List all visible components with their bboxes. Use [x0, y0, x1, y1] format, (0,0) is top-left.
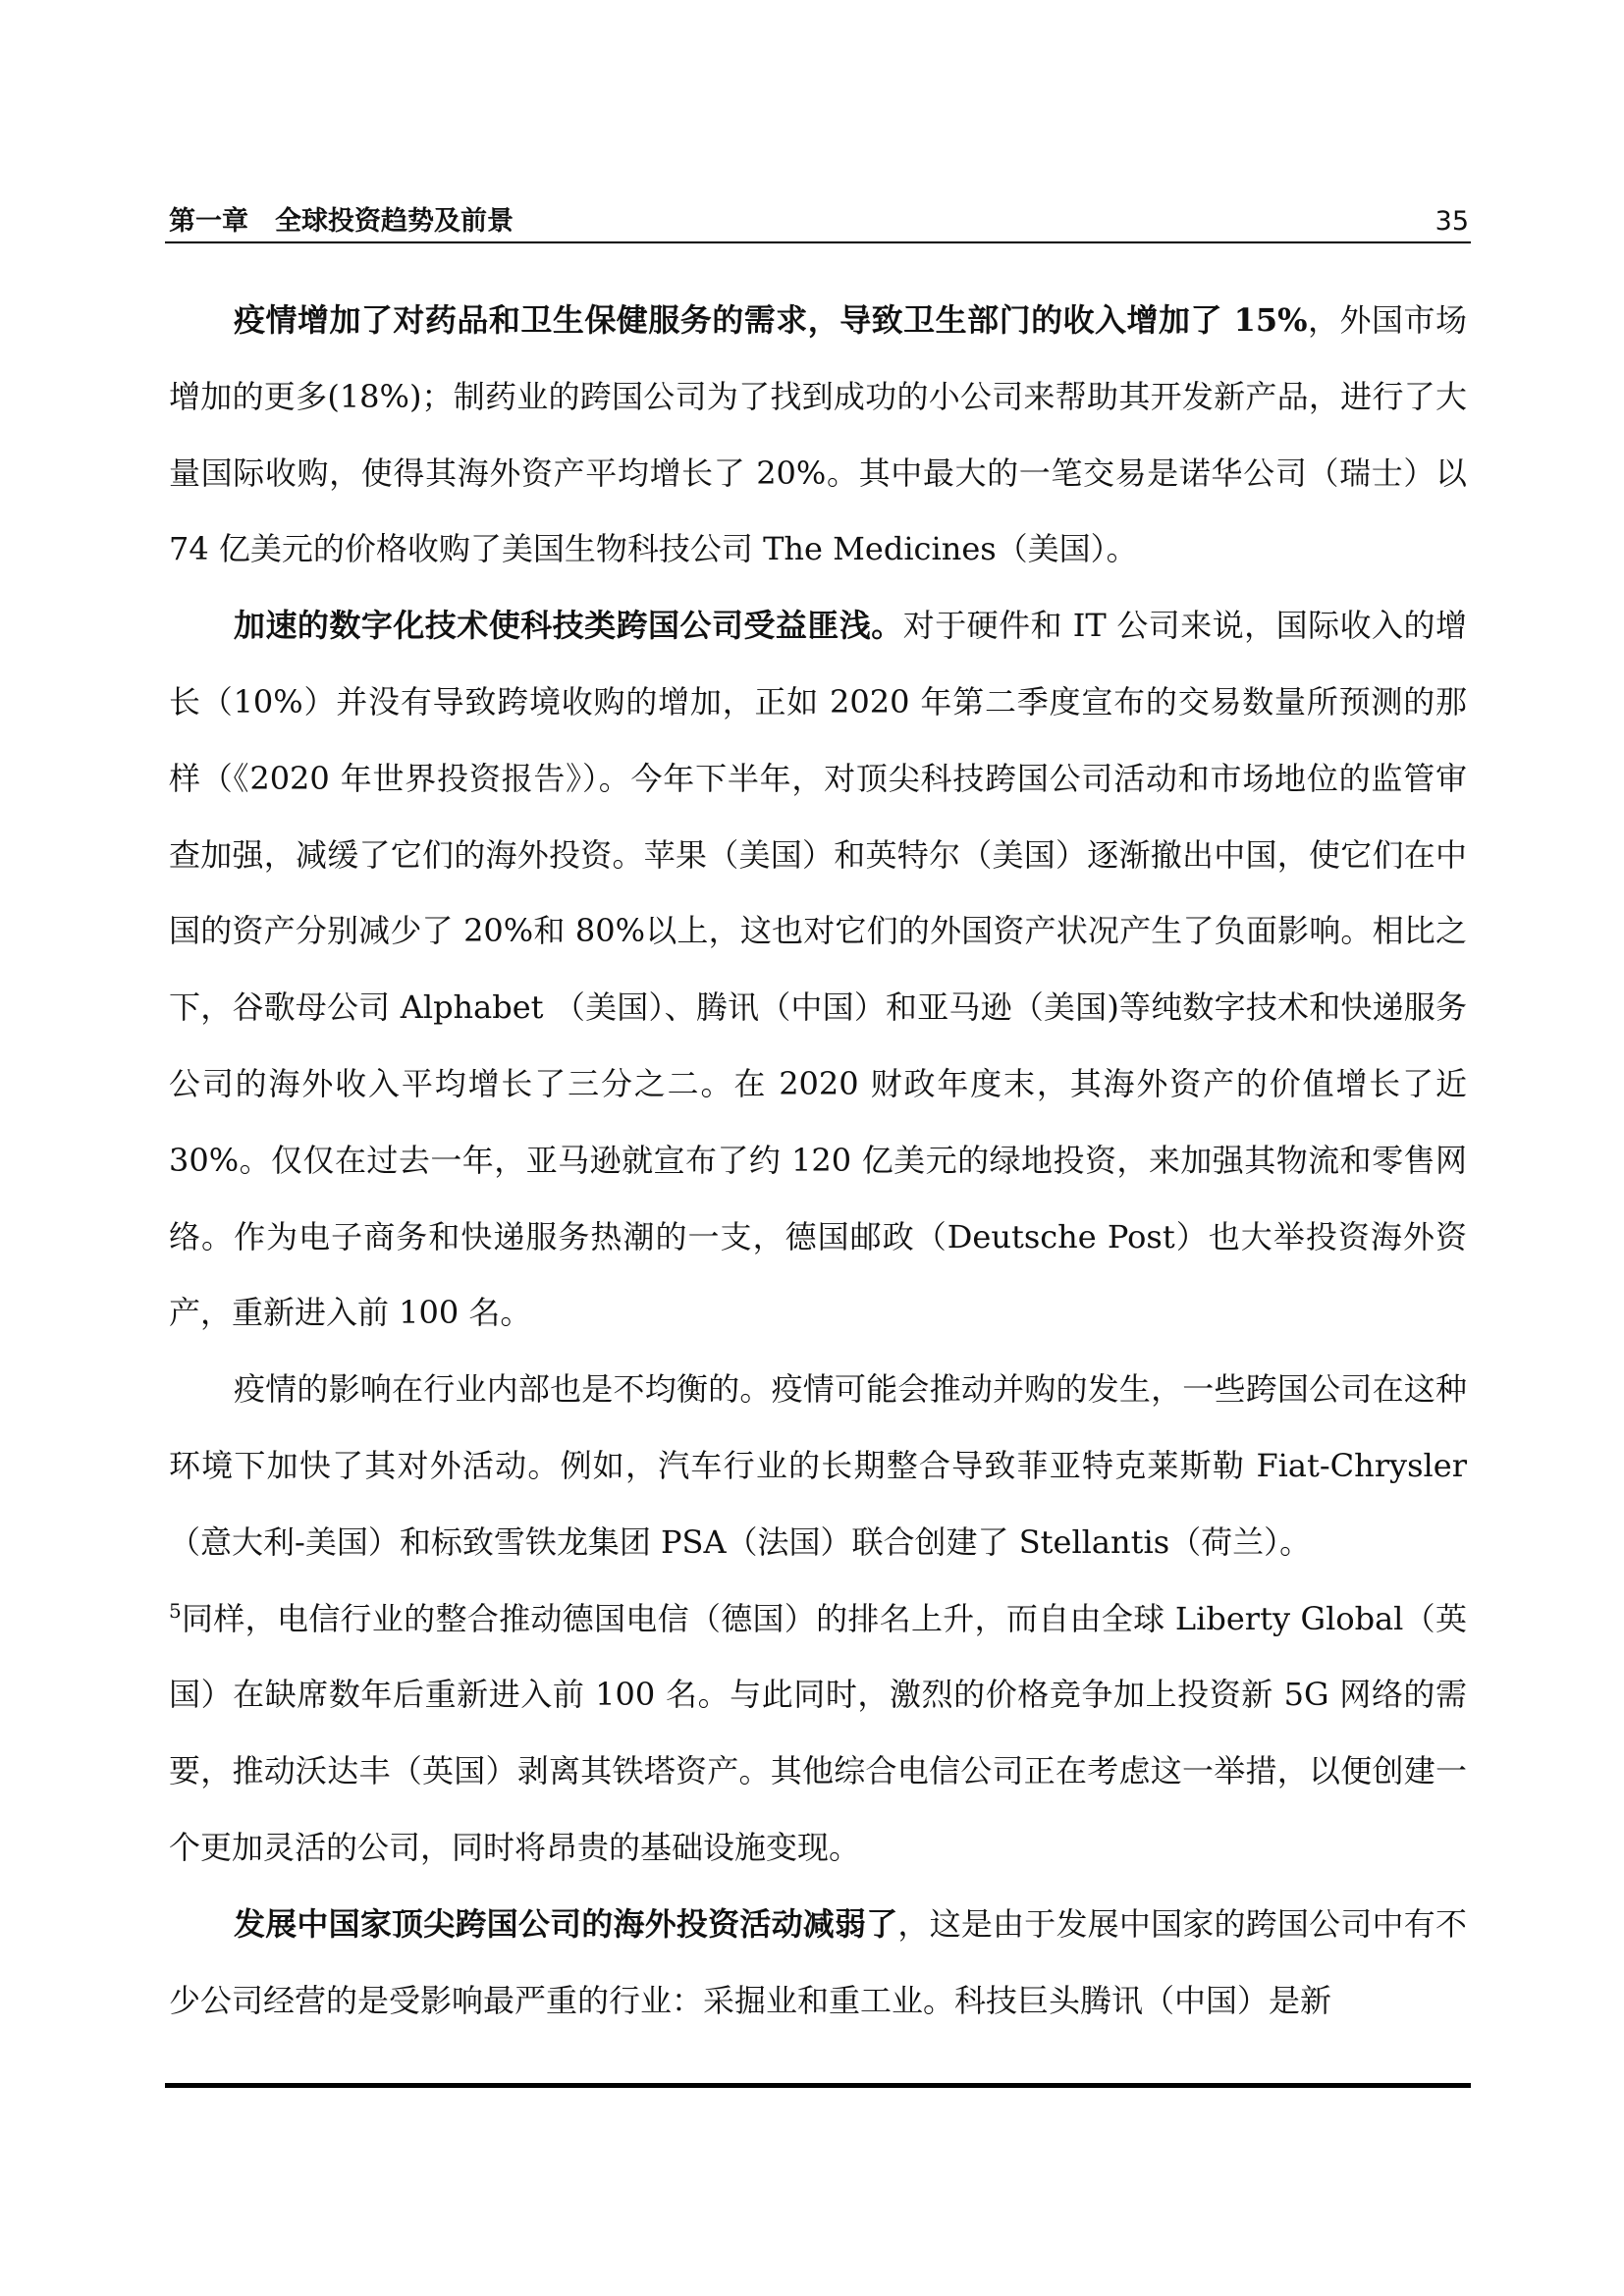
paragraph-industry — [169, 1352, 1467, 1887]
bold-lead: 发展中国家顶尖跨国公司的海外投资活动减弱了 — [234, 1904, 898, 1943]
footnote-ref[interactable]: 5 — [169, 1598, 182, 1623]
paragraph-pharma — [169, 283, 1467, 588]
body-text — [169, 283, 1467, 2039]
chapter-title: 第一章 全球投资趋势及前景 — [169, 206, 514, 237]
paragraph-tech — [169, 588, 1467, 1352]
page-header — [165, 202, 1471, 243]
paragraph-developing — [169, 1887, 1467, 2040]
paragraph-text: ，这是由于发展中国家的跨国公司中有不少公司经营的是受影响最严重的行业：采掘业和重工业。科技巨头腾讯（中国）是新 — [169, 1904, 1467, 2019]
paragraph-text: 对于硬件和 IT 公司来说，国际收入的增长（10%）并没有导致跨境收购的增加，正如 2020 年第二季度宣布的交易数量所预测的那样（《2020 年世界投资报告》）。今年下半年，对顶尖科技跨国公司活动和市场地位的监管审查加强，减缓了它们的海外投资。苹果（美国）和英特尔（美国）逐渐撤出中国，使它们在中国的资产分别减少了 20%和 80%以上，这也对它们的外国资产状况产生了负面影响。相比之下，谷歌母公司 Alphabet （美国）、腾讯（中国）和亚马逊（美国)等纯数字技术和快递服务公司的海外收入平均增长了三分之二。在 2020 财政年度末，其海外资产的价值增长了近 30%。仅仅在过去一年，亚马逊就宣布了约 120 亿美元的绿地投资，来加强其物流和零售网络。作为电子商务和快递服务热潮的一支，德国邮政（Deutsche Post）也大举投资海外资产，重新进入前 100 名。 — [169, 607, 1467, 1332]
paragraph-text: ，外国市场增加的更多(18%)；制药业的跨国公司为了找到成功的小公司来帮助其开发新产品，进行了大量国际收购，使得其海外资产平均增长了 20%。其中最大的一笔交易是诺华公司（瑞士）以 74 亿美元的价格收购了美国生物科技公司 The Medicines（美国）。 — [169, 301, 1467, 568]
bold-lead: 加速的数字化技术使科技类跨国公司受益匪浅。 — [234, 607, 903, 645]
page-number: 35 — [1435, 206, 1469, 237]
paragraph-text: 疫情的影响在行业内部也是不均衡的。疫情可能会推动并购的发生，一些跨国公司在这种环境下加快了其对外活动。例如，汽车行业的长期整合导致菲亚特克莱斯勒 Fiat-Chrysler（意大利-美国）和标致雪铁龙集团 PSA（法国）联合创建了 Stellantis（荷兰）。 — [169, 1370, 1467, 1561]
bold-lead: 疫情增加了对药品和卫生保健服务的需求，导致卫生部门的收入增加了 15% — [234, 301, 1308, 339]
paragraph-text: 同样，电信行业的整合推动德国电信（德国）的排名上升，而自由全球 Liberty Global（英国）在缺席数年后重新进入前 100 名。与此同时，激烈的价格竞争加上投资新 5G 网络的需要，推动沃达丰（英国）剥离其铁塔资产。其他综合电信公司正在考虑这一举措，以便创建一个更加灵活的公司，同时将昂贵的基础设施变现。 — [169, 1599, 1467, 1866]
footer-rule — [165, 2083, 1471, 2088]
